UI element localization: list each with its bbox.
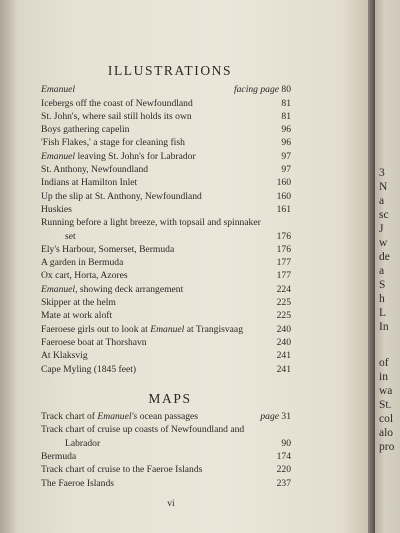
facing-page-text-fragment: pro — [379, 441, 395, 453]
entry-title: Track chart of cruise up coasts of Newfoundland and — [41, 424, 245, 436]
entry-page: 225 — [276, 310, 291, 322]
maps-entry — [41, 410, 291, 423]
illustrations-entry — [41, 136, 291, 149]
illustrations-list — [41, 97, 291, 376]
maps-entry — [41, 450, 291, 463]
entry-title: Up the slip at St. Anthony, Newfoundland — [41, 190, 202, 202]
page-edge-shadow — [0, 0, 18, 533]
entry-title: Emanuel — [41, 84, 76, 96]
entry-page: 241 — [276, 350, 291, 362]
entry-page: 81 — [281, 110, 291, 122]
facing-page-text-fragment: N — [379, 181, 388, 193]
facing-page-text-fragment: a — [379, 195, 385, 207]
illustrations-entry — [41, 163, 291, 176]
illustrations-entry — [41, 349, 291, 362]
entry-page: facing page 80 — [233, 84, 291, 96]
entry-title-continued: Labrador — [65, 437, 101, 449]
entry-title: Icebergs off the coast of Newfoundland — [41, 97, 193, 109]
entry-title: Faeroese boat at Thorshavn — [41, 336, 147, 348]
maps-entry — [41, 463, 291, 476]
entry-page: 96 — [281, 137, 291, 149]
illustration-entry-first — [41, 83, 291, 96]
page-folio: vi — [167, 498, 175, 509]
illustrations-entry — [41, 97, 291, 110]
entry-page: 177 — [276, 257, 291, 269]
illustrations-entry — [41, 176, 291, 189]
facing-page-text-fragment: St. — [379, 399, 392, 411]
illustrations-entry — [41, 150, 291, 163]
maps-heading: MAPS — [148, 390, 192, 406]
entry-title: St. Anthony, Newfoundland — [41, 164, 149, 176]
illustrations-entry — [41, 190, 291, 203]
illustrations-heading: ILLUSTRATIONS — [107, 63, 233, 78]
facing-page-text-fragment: L — [379, 307, 387, 319]
entry-page: 160 — [276, 190, 291, 202]
facing-page-text-fragment: w — [379, 237, 388, 249]
facing-page-text-fragment: in — [379, 371, 388, 383]
entry-page: 240 — [276, 336, 291, 348]
facing-page-text-fragment: wa — [379, 385, 393, 397]
entry-title: Ox cart, Horta, Azores — [41, 270, 128, 282]
entry-title: Track chart of Emanuel's ocean passages — [41, 411, 199, 423]
illustrations-entry — [41, 203, 291, 216]
entry-page: 225 — [276, 297, 291, 309]
facing-page-text-fragment: h — [379, 293, 385, 305]
facing-page-text-fragment: a — [379, 265, 385, 277]
entry-title: St. John's, where sail still holds its own — [41, 110, 192, 122]
entry-page: 174 — [276, 451, 291, 463]
entry-page: 90 — [281, 437, 291, 449]
facing-page-text-fragment: of — [379, 357, 389, 369]
illustrations-entry — [41, 323, 291, 336]
facing-page-text-fragment: de — [379, 251, 390, 263]
entry-title: Bermuda — [41, 451, 77, 463]
entry-page: 97 — [281, 150, 291, 162]
facing-page-text-fragment: alo — [379, 427, 394, 439]
facing-page-text-fragment: J — [379, 223, 384, 235]
illustrations-entry — [41, 243, 291, 256]
entry-page: 241 — [276, 363, 291, 375]
entry-page: page 31 — [260, 411, 291, 423]
facing-page-edge — [375, 0, 400, 533]
illustrations-entry — [41, 336, 291, 349]
contents-list — [41, 64, 291, 511]
entry-title: Track chart of cruise to the Faeroe Islands — [41, 464, 203, 476]
illustrations-entry — [41, 296, 291, 309]
facing-page-text-fragment: In — [379, 321, 389, 333]
entry-title: Ely's Harbour, Somerset, Bermuda — [41, 243, 175, 255]
facing-page-text-fragment: S — [379, 279, 386, 291]
entry-title: Emanuel leaving St. John's for Labrador — [41, 150, 196, 162]
illustrations-entry — [41, 269, 291, 282]
maps-entry — [41, 423, 291, 450]
entry-page: 96 — [281, 124, 291, 136]
entry-title: Boys gathering capelin — [41, 124, 130, 136]
illustrations-entry — [41, 216, 291, 243]
entry-title-continued: set — [65, 230, 76, 242]
entry-page: 177 — [276, 270, 291, 282]
entry-page: 81 — [281, 97, 291, 109]
entry-title: Faeroese girls out to look at Emanuel at Trangisvaag — [41, 323, 243, 335]
entry-title: Indians at Hamilton Inlet — [41, 177, 138, 189]
entry-page: 224 — [276, 283, 291, 295]
illustrations-entry — [41, 123, 291, 136]
facing-page-text-fragment: col — [379, 413, 394, 425]
entry-page: 240 — [276, 323, 291, 335]
entry-page: 160 — [276, 177, 291, 189]
entry-title: Skipper at the helm — [41, 297, 116, 309]
entry-title: 'Fish Flakes,' a stage for cleaning fish — [41, 137, 185, 149]
illustrations-entry — [41, 283, 291, 296]
entry-title: At Klaksvig — [41, 350, 88, 362]
entry-title: Mate at work aloft — [41, 310, 113, 322]
entry-page: 176 — [276, 243, 291, 255]
entry-title: Emanuel, showing deck arrangement — [41, 283, 184, 295]
maps-list — [41, 410, 291, 490]
entry-page: 176 — [276, 230, 291, 242]
entry-title: Cape Myling (1845 feet) — [41, 363, 137, 375]
entry-page: 161 — [276, 203, 291, 215]
entry-page: 97 — [281, 164, 291, 176]
entry-title: The Faeroe Islands — [41, 477, 114, 489]
entry-title: A garden in Bermuda — [41, 257, 124, 269]
maps-entry — [41, 477, 291, 490]
facing-page-text-fragment: sc — [379, 209, 389, 221]
entry-title: Running before a light breeze, with topsail and spinnaker — [41, 217, 261, 229]
entry-page: 220 — [276, 464, 291, 476]
illustrations-entry — [41, 110, 291, 123]
illustrations-entry — [41, 309, 291, 322]
entry-page: 237 — [276, 477, 291, 489]
illustrations-entry — [41, 256, 291, 269]
illustrations-entry — [41, 363, 291, 376]
facing-page-text-fragment: 3 — [379, 167, 385, 179]
entry-title: Huskies — [41, 203, 72, 215]
